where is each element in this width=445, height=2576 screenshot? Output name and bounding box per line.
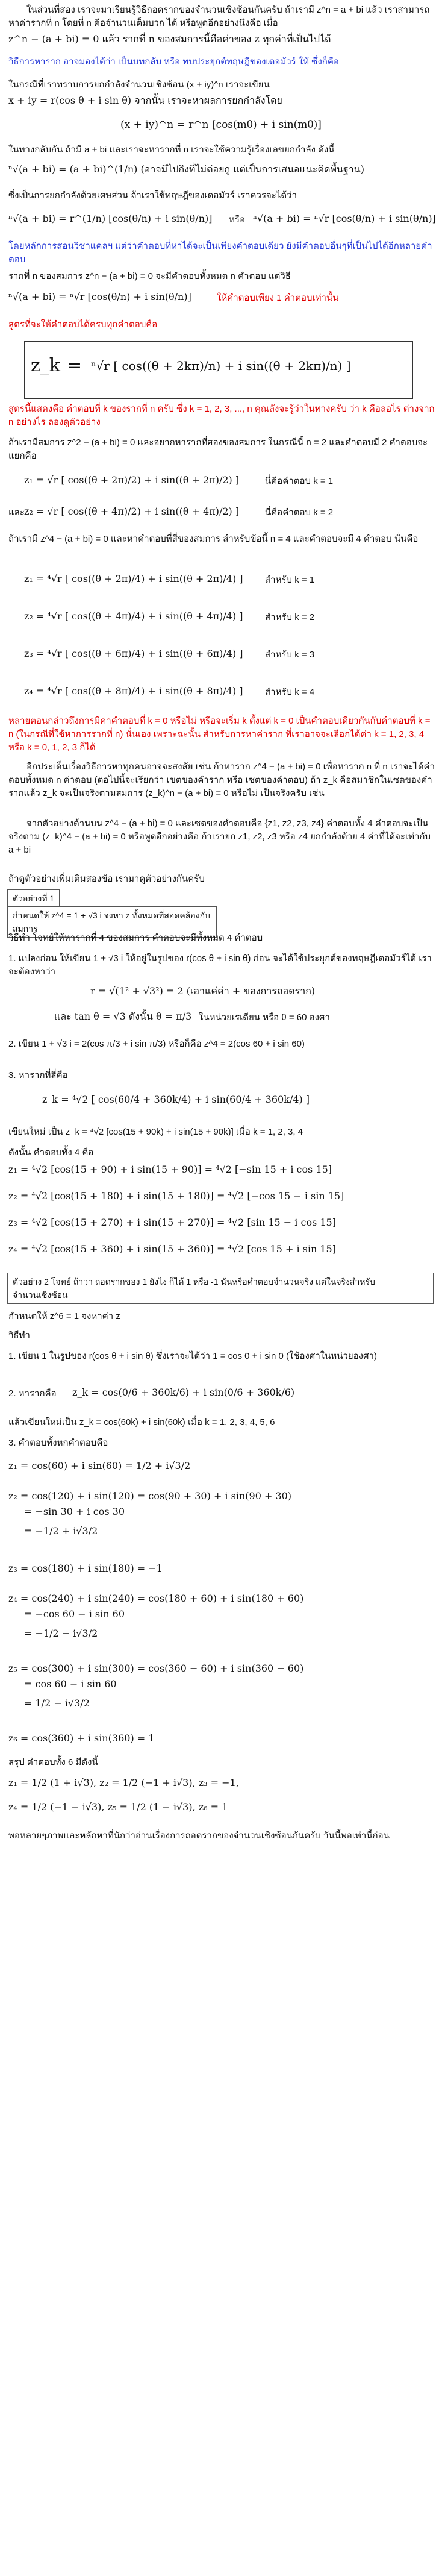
root-formula-left: ⁿ√(a + bi) = r^(1/n) [cos(θ/n) + i sin(θ/n)] — [8, 213, 213, 224]
example-2-simplified: แล้วเขียนใหม่เป็น z_k = cos(60k) + i sin(60k) เมื่อ k = 1, 2, 3, 4, 5, 6 — [8, 1417, 275, 1427]
single-root-equation: ⁿ√(a + bi) = ⁿ√r [cos(θ/n) + i sin(θ/n)] — [8, 291, 191, 302]
power-paragraph: ในกรณีที่เราทราบการยกกำลังจำนวนเชิงซ้อน (x + iy)^n เราจะเขียน — [8, 80, 270, 90]
example-1-method: วิธีทำ โจทย์ให้หารากที่ 4 ของสมการ คำตอบจะมีทั้งหมด 4 คำตอบ — [8, 933, 263, 943]
example-2-method: วิธีทำ — [8, 1330, 30, 1341]
example-2-z4-line-3: = −1/2 − i√3/2 — [24, 1628, 98, 1639]
example-2-z5-line-2: = cos 60 − i sin 60 — [24, 1678, 117, 1690]
formula-lhs: z_k — [31, 355, 60, 376]
root-formula-right: ⁿ√(a + bi) = ⁿ√r [cos(θ/n) + i sin(θ/n)] — [253, 213, 436, 224]
example-1-step-3: 3. หารากที่สี่คือ — [8, 1070, 68, 1080]
example-2-z4-line-2: = −cos 60 − i sin 60 — [24, 1608, 125, 1620]
example-1-step-1: 1. แปลงก่อน ให้เขียน 1 + √3 i ให้อยู่ในรูปของ r(cos θ + i sin θ) ก่อน จะได้ใช้ประยุกต์ของทฤษฎีเดอมัวร์ได้ เราจะต้องหาว่า — [8, 953, 432, 977]
example-1-simplified: เขียนใหม่ เป็น z_k = ⁴√2 [cos(15 + 90k) + i sin(15 + 90k)] เมื่อ k = 1, 2, 3, 4 — [8, 1127, 303, 1137]
full-formula-intro: สูตรที่จะให้คำตอบได้ครบทุกคำตอบคือ — [8, 319, 158, 330]
example-1-title: ตัวอย่างที่ 1 — [7, 889, 60, 907]
example-1-step-2: 2. เขียน 1 + √3 i = 2(cos π/3 + i sin π/3) หรือก็คือ z^4 = 2(cos 60 + i sin 60) — [8, 1039, 305, 1049]
formula-rhs: ⁿ√r [ cos((θ + 2kπ)/n) + i sin((θ + 2kπ)/n) ] — [91, 359, 351, 373]
closing-paragraph: พอหลายๆภาพและหลักหาที่นักว่าอ่านเรื่องการถอดรากของจำนวนเชิงซ้อนกันครับ วันนี้พอเท่านี้ก่อน — [8, 1831, 390, 1841]
single-answer-paragraph — [8, 240, 437, 266]
example-2-step-3: 3. คำตอบทั้งหกคำตอบคือ — [8, 1438, 108, 1448]
intro-paragraph-1 — [8, 4, 437, 30]
example-2-step-1: 1. เขียน 1 ในรูปของ r(cos θ + i sin θ) ซึ่งเราจะได้ว่า 1 = cos 0 + i sin 0 (ใช้องศาในหน่วยองศา) — [8, 1351, 377, 1361]
example-2-z2-line-3: = −1/2 + i√3/2 — [24, 1525, 98, 1537]
example-2-z1: z₁ = cos(60) + i sin(60) = 1/2 + i√3/2 — [8, 1460, 191, 1471]
fourth-root-k4: สำหรับ k = 4 — [265, 687, 315, 697]
example-2-z6: z₆ = cos(360) + i sin(360) = 1 — [8, 1732, 155, 1744]
example-1-question: กำหนดให้ z^4 = 1 + √3 i จงหา z ทั้งหมดที่สอดคล้องกับสมการ — [7, 906, 217, 938]
fourth-root-z1: z₁ = ⁴√r [ cos((θ + 2π)/4) + i sin((θ + 2π)/4) ] — [24, 573, 243, 584]
fourth-root-z3: z₃ = ⁴√r [ cos((θ + 6π)/4) + i sin((θ + 6π)/4) ] — [24, 648, 243, 659]
k-explanation-paragraph — [8, 403, 437, 429]
fourth-root-k2: สำหรับ k = 2 — [265, 612, 315, 622]
example-1-z4: z₄ = ⁴√2 [cos(15 + 360) + i sin(15 + 360)] = ⁴√2 [cos 15 + i sin 15] — [8, 1243, 336, 1255]
square-root-z2-note: นี่คือคำตอบ k = 2 — [265, 507, 334, 518]
example-1-z2: z₂ = ⁴√2 [cos(15 + 180) + i sin(15 + 180)] = ⁴√2 [−cos 15 − i sin 15] — [8, 1190, 344, 1202]
example-1-four-answers: ดังนั้น คำตอบทั้ง 4 คือ — [8, 1147, 94, 1158]
fourth-root-z2: z₂ = ⁴√r [ cos((θ + 4π)/4) + i sin((θ + 4π)/4) ] — [24, 610, 243, 622]
example-1-root-formula: z_k = ⁴√2 [ cos(60/4 + 360k/4) + i sin(60/4 + 360k/4) ] — [42, 1094, 310, 1105]
example-2-root-formula: z_k = cos(0/6 + 360k/6) + i sin(0/6 + 360k/6) — [72, 1387, 295, 1398]
general-root-formula: z_k = ⁿ√r [ cos((θ + 2kπ)/n) + i sin((θ + 2kπ)/n) ] — [24, 341, 413, 399]
example-2-step-2-label: 2. หารากคือ — [8, 1388, 57, 1399]
fourth-root-k1: สำหรับ k = 1 — [265, 575, 315, 585]
example-2-title: ตัวอย่าง 2 โจทย์ ถ้าว่า ถอดรากของ 1 ยังไง ก็ได้ 1 หรือ -1 นั่นหรือคำตอบจำนวนจริง แต่ในจริงสำหรับจำนวนเชิงซ้อน — [7, 1273, 434, 1304]
inverse-paragraph: ในทางกลับกัน ถ้ามี a + bi และเราจะหารากที่ n เราจะใช้ความรู้เรื่องเลขยกกำลัง ดังนี้ — [8, 145, 335, 155]
n-answers-paragraph: รากที่ n ของสมการ z^n − (a + bi) = 0 จะมีคำตอบทั้งหมด n คำตอบ แต่วิธี — [8, 271, 291, 281]
example-2-z2-line-2: = −sin 30 + i cos 30 — [24, 1506, 125, 1517]
method-paragraph: วิธีการหาราก อาจมองได้ว่า เป็นบทกลับ หรือ ทบประยุกต์ทฤษฎีของเดอมัวร์ ให้ ซึ่งก็คือ — [8, 57, 339, 67]
example-1-angle: และ tan θ = √3 ดังนั้น θ = π/3 — [54, 1011, 192, 1022]
fourth-root-k3: สำหรับ k = 3 — [265, 650, 315, 660]
example-2-z5-line-1: z₅ = cos(300) + i sin(300) = cos(360 − 60) + i sin(360 − 60) — [8, 1662, 304, 1674]
or-label: หรือ — [229, 215, 245, 225]
example-2-z5-line-3: = 1/2 − i√3/2 — [24, 1697, 90, 1709]
k-explanation-text: สูตรนี้แสดงคือ คำตอบที่ k ของรากที่ n ครับ ซึ่ง k = 1, 2, 3, ..., n คุณลังจะรู้ว่าในทางครับ ว่า k คือลอไร ต่างจาก n อย่างไร ลองดูตัวอย่าง — [8, 404, 435, 427]
root-set-example-paragraph: จากตัวอย่างด้านบน z^4 − (a + bi) = 0 และเซตของคำตอบคือ {z1, z2, z3, z4} ค่าตอบทั้ง 4 คำตอบจะเป็นจริงตาม (z_k)^4 − (a + bi) = 0 หรือพูดอีกอย่างคือ ถ้าเรายก z1, z2, z3 หรือ z4 ยกกำลังด้วย 4 ค่าที่ได้จะเท่ากับ a + bi — [8, 818, 431, 855]
example-2-z4-line-1: z₄ = cos(240) + i sin(240) = cos(180 + 60) + i sin(180 + 60) — [8, 1593, 304, 1604]
fourth-root-paragraph: ถ้าเรามี z^4 − (a + bi) = 0 และหาคำตอบที่สี่ของสมการ สำหรับข้อนี้ n = 4 และคำตอบจะมี 4 คำตอบ นั่นคือ — [8, 534, 419, 544]
single-answer-text: โดยหลักการสอนวิชาแคลฯ แต่ว่าคำตอบที่หาได้จะเป็นเพียงคำตอบเดียว ยังมีคำตอบอื่นๆที่เป็นไปได้อีกหลายคำตอบ — [8, 241, 432, 265]
intro-text: ในส่วนที่สอง เราจะมาเรียนรู้วิธีถอดรากของจำนวนเชิงซ้อนกันครับ ถ้าเรามี z^n = a + bi แล้ว เราสามารถหาค่ารากที่ n โดยที่ n คือจำนวนเต็มบวก ได้ หรือพูดอีกอย่างนึงคือ เมื่อ — [8, 5, 430, 28]
example-1-z1: z₁ = ⁴√2 [cos(15 + 90) + i sin(15 + 90)] = ⁴√2 [−sin 15 + i cos 15] — [8, 1164, 332, 1175]
example-2-z2-line-1: z₂ = cos(120) + i sin(120) = cos(90 + 30) + i sin(90 + 30) — [8, 1490, 292, 1502]
summary-line-1: z₁ = 1/2 (1 + i√3), z₂ = 1/2 (−1 + i√3), z₃ = −1, — [8, 1777, 239, 1788]
example-2-z3: z₃ = cos(180) + i sin(180) = −1 — [8, 1562, 163, 1574]
k-zero-text: หลายตอนกล่าวถึงการมีค่าคำตอบที่ k = 0 หรือไม่ หรือจะเริ่ม k ตั้งแต่ k = 0 เป็นคำตอบเดียวกันกับคำตอบที่ k = n (ในกรณีที่ใช้หาการรากที่ n) นั่นเอง เพราะฉะนั้น สำหรับการหาค่าราก ที่เราอาจจะเลือกได้ค่า k = 1, 2, 3, 4 หรือ k = 0, 1, 2, 3 ก็ได้ — [8, 716, 431, 753]
summary-heading: สรุป คำตอบทั้ง 6 มีดังนี้ — [8, 1757, 98, 1767]
example-1-angle-note: ในหน่วยเรเดียน หรือ θ = 60 องศา — [199, 1012, 330, 1023]
square-root-z1-note: นี่คือคำตอบ k = 1 — [265, 476, 334, 486]
square-root-paragraph: ถ้าเรามีสมการ z^2 − (a + bi) = 0 และอยากหารากที่สองของสมการ ในกรณีนี้ n = 2 และคำตอบมี 2 คำตอบจะแยกคือ — [8, 437, 428, 461]
root-set-paragraph: อีกประเด็นเรื่องวิธีการหาทุกคนอาจจะสงสัย เช่น ถ้าหาราก z^4 − (a + bi) = 0 เพื่อหาราก n ที่ n เราจะได้คำตอบทั้งหมด n ค่าตอบ (ต่อไปนี้จะเรียกว่า เขตของคำราก หรือ เซตของคำตอบ) ถ้า z_k คือสมาชิกในเซตของคำรากแล้ว z_k จะเป็นจริงตามสมการ (z_k)^n − (a + bi) = 0 หรือไม่ เป็นจริงครับ เช่น — [8, 762, 435, 798]
polar-form-equation: x + iy = r(cos θ + i sin θ) จากนั้น เราจะหาผลการยกกำลังโดย — [8, 95, 282, 106]
example-1-z3: z₃ = ⁴√2 [cos(15 + 270) + i sin(15 + 270)] = ⁴√2 [sin 15 − i cos 15] — [8, 1217, 336, 1228]
example-1-modulus: r = √(1² + √3²) = 2 (เอาแค่ค่า + ของการถอดราก) — [90, 985, 316, 997]
example-2-question: กำหนดให้ z^6 = 1 จงหาค่า z — [8, 1311, 120, 1321]
summary-line-2: z₄ = 1/2 (−1 − i√3), z₅ = 1/2 (1 − i√3), z₆ = 1 — [8, 1801, 228, 1813]
examples-heading: ถ้าดูตัวอย่างเพิ่มเติมสองข้อ เรามาดูตัวอย่างกันครับ — [8, 874, 205, 884]
k-zero-paragraph — [8, 715, 437, 754]
intro-equation-1: z^n − (a + bi) = 0 แล้ว รากที่ n ของสมการนี้คือค่าของ z ทุกค่าที่เป็นไปได้ — [8, 33, 331, 45]
fraction-paragraph: ซึ่งเป็นการยกกำลังด้วยเศษส่วน ถ้าเราใช้ทฤษฎีของเดอมัวร์ เราควรจะได้ว่า — [8, 190, 297, 201]
square-root-z1: z₁ = √r [ cos((θ + 2π)/2) + i sin((θ + 2π)/2) ] — [24, 474, 240, 486]
single-root-note: ให้คำตอบเพียง 1 คำตอบเท่านั้น — [217, 293, 339, 303]
fractional-power-equation: ⁿ√(a + bi) = (a + bi)^(1/n) (อาจมีไปถึงที่ไม่ต่อยกู แต่เป็นการเสนอแนะคิดพื้นฐาน) — [8, 163, 364, 175]
fourth-root-z4: z₄ = ⁴√r [ cos((θ + 8π)/4) + i sin((θ + 8π)/4) ] — [24, 685, 243, 697]
de-moivre-equation: (x + iy)^n = r^n [cos(mθ) + i sin(mθ)] — [120, 119, 322, 131]
square-root-z2: z₂ = √r [ cos((θ + 4π)/2) + i sin((θ + 4π)/2) ] — [24, 506, 240, 517]
and-label: และ — [8, 507, 25, 518]
